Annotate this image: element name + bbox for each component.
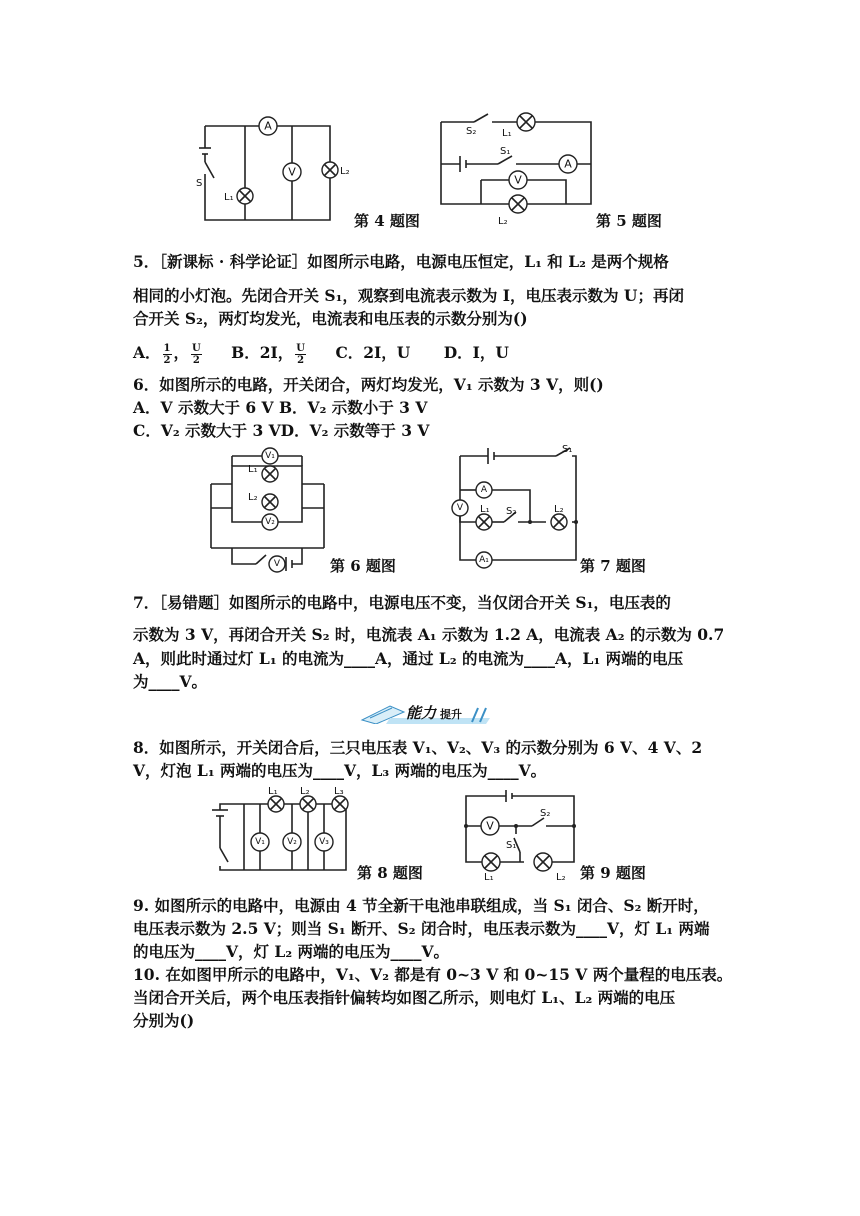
lamp-l1-label: L₁ [248,464,258,475]
figure-8-circuit [206,786,356,878]
ammeter-a1-label: A₁ [479,555,489,565]
voltmeter-v1-label: V₁ [255,837,265,847]
figure-7-circuit [446,440,580,574]
voltmeter-label: V [514,173,522,187]
switch-s2-label: S₂ [506,506,517,517]
lamp-l2-label: L₂ [556,872,566,882]
q9-line3: 的电压为____V，灯 L₂ 两端的电压为____V。 [133,942,450,961]
lamp-l1-icon [237,188,253,204]
q5-line1: 5．［新课标 · 科学论证］如图所示电路，电源电压恒定，L₁ 和 L₂ 是两个规格 [133,252,669,271]
caption-fig8: 第 8 题图 [357,864,423,882]
lamp-l2-label: L₂ [300,786,310,797]
lamp-l2-icon [322,162,338,178]
figure-9-circuit [460,790,580,882]
caption-fig5: 第 5 题图 [596,212,662,230]
lamp-l1-label: L₁ [224,192,234,203]
lamp-l2-label: L₂ [498,216,508,227]
caption-fig4: 第 4 题图 [354,212,420,230]
ammeter-a-label: A [480,485,488,495]
switch-s2-label: S₂ [466,126,477,137]
q9-line1: 9. 如图所示的电路中，电源由 4 节全新干电池串联组成，当 S₁ 闭合、S₂ 断开时， [133,896,709,915]
q7-line3: A，则此时通过灯 L₁ 的电流为____A，通过 L₂ 的电流为____A，L₁ 两端的电压 [133,649,684,668]
lamp-l3-label: L₃ [334,786,344,797]
q7-line1: 7．［易错题］如图所示的电路中，电源电压不变，当仅闭合开关 S₁，电压表的 [133,593,671,612]
lamp-l2-label: L₂ [248,492,258,503]
q5-options [133,338,733,368]
q5-line2: 相同的小灯泡。先闭合开关 S₁，观察到电流表示数为 I，电压表示数为 U；再闭 [133,286,684,305]
q6-stem: 6．如图所示的电路，开关闭合，两灯均发光，V₁ 示数为 3 V，则() [133,375,604,394]
ammeter-label: A [264,119,272,133]
voltmeter-label: V [456,503,464,513]
lamp-l2-label: L₂ [554,504,564,515]
banner-subtitle: 提升 [440,708,462,721]
q5-option-a[interactable]: A． $\frac{1}{2}$ ， $\frac{U}{2}$ [133,342,201,366]
q6-options-ab[interactable]: A．V 示数大于 6 V B．V₂ 示数小于 3 V [133,398,428,417]
voltmeter-label: V [288,165,296,179]
caption-fig6: 第 6 题图 [330,557,396,575]
switch-s-label: S [196,178,203,189]
q10-line1: 10. 在如图甲所示的电路中，V₁、V₂ 都是有 0~3 V 和 0~15 V 两个量程的电压表。 [133,965,733,984]
figure-4-circuit [190,112,350,227]
q9-line2: 电压表示数为 2.5 V；则当 S₁ 断开、S₂ 闭合时，电压表示数为____V，灯 L₁ 两端 [133,919,710,938]
q6-options-cd[interactable]: C．V₂ 示数大于 3 VD．V₂ 示数等于 3 V [133,421,430,440]
q5-option-b[interactable]: B．2I， $\frac{U}{2}$ [231,342,306,366]
switch-s1-label: S₁ [562,444,573,455]
figure-5-circuit [436,106,596,230]
voltmeter-v2-label: V₂ [265,517,275,527]
q10-line2: 当闭合开关后，两个电压表指针偏转均如图乙所示，则电灯 L₁、L₂ 两端的电压 [133,988,676,1007]
banner-title: 能力 [406,704,437,722]
caption-fig9: 第 9 题图 [580,864,646,882]
voltmeter-v-label: V [273,559,281,569]
q7-line2: 示数为 3 V，再闭合开关 S₂ 时，电流表 A₁ 示数为 1.2 A，电流表 A₂ 的示数为 0.7 [133,625,725,644]
lamp-l1-label: L₁ [480,504,490,515]
switch-s1-label: S₁ [500,146,511,157]
lamp-l1-label: L₁ [484,872,494,882]
q7-line4: 为____V。 [133,672,208,691]
lamp-l2-label: L₂ [340,166,350,177]
switch-s1-label: S₁ [506,840,517,851]
caption-fig7: 第 7 题图 [580,557,646,575]
q8-line2: V，灯泡 L₁ 两端的电压为____V，L₃ 两端的电压为____V。 [133,761,547,780]
q10-line3: 分别为() [133,1011,195,1030]
lamp-l1-label: L₁ [502,128,512,139]
q5-option-c[interactable]: C．2I，U [335,343,411,362]
voltmeter-v2-label: V₂ [287,837,297,847]
voltmeter-v1-label: V₁ [265,451,275,461]
q5-line3: 合开关 S₂，两灯均发光，电流表和电压表的示数分别为() [133,309,528,328]
ammeter-label: A [564,157,572,171]
lamp-l1-label: L₁ [268,786,278,797]
voltmeter-v3-label: V₃ [319,837,329,847]
switch-s2-label: S₂ [540,808,551,819]
voltmeter-label: V [486,819,494,833]
figure-6-circuit [206,446,330,574]
section-banner [360,702,500,724]
q5-option-d[interactable]: D．I，U [443,343,509,362]
q8-line1: 8．如图所示，开关闭合后，三只电压表 V₁、V₂、V₃ 的示数分别为 6 V、4 V、2 [133,738,703,757]
